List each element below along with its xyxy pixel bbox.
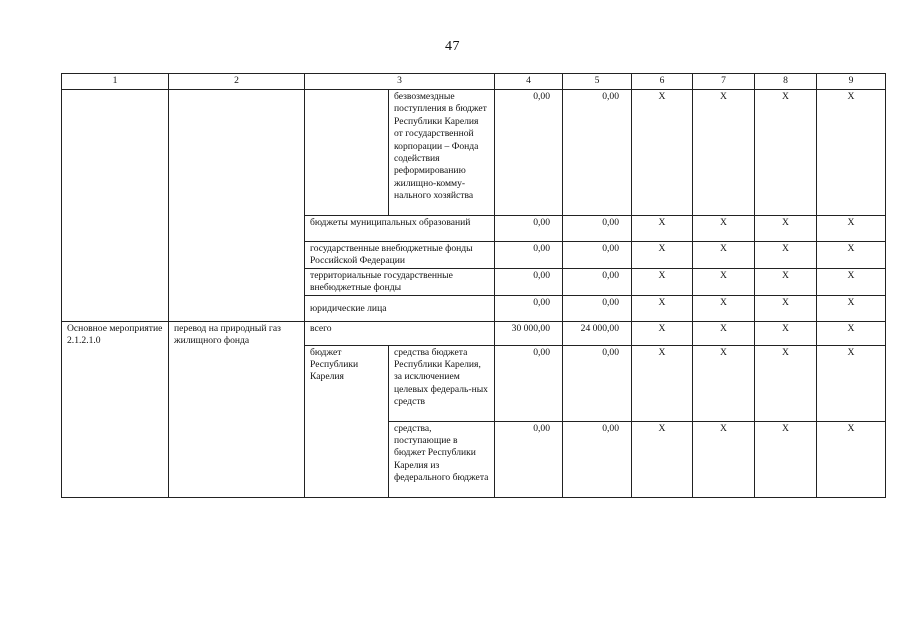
value-col8: Х bbox=[755, 295, 817, 321]
value-col4: 0,00 bbox=[495, 295, 563, 321]
value-col8: Х bbox=[755, 345, 817, 421]
header-cell: 9 bbox=[817, 74, 886, 90]
header-cell: 2 bbox=[169, 74, 305, 90]
header-cell: 7 bbox=[693, 74, 755, 90]
value-col5: 0,00 bbox=[563, 345, 632, 421]
value-col5: 0,00 bbox=[563, 268, 632, 295]
value-col7: Х bbox=[693, 321, 755, 345]
source-label-cell bbox=[305, 295, 495, 321]
source-group-label: бюджет Республики Карелия bbox=[305, 345, 389, 497]
value-col8: Х bbox=[755, 321, 817, 345]
value-col9: Х bbox=[817, 242, 886, 269]
value-col8: Х bbox=[755, 242, 817, 269]
value-col8: Х bbox=[755, 216, 817, 242]
header-cell: 8 bbox=[755, 74, 817, 90]
value-col9: Х bbox=[817, 421, 886, 497]
value-col6: Х bbox=[632, 295, 693, 321]
value-col6: Х bbox=[632, 242, 693, 269]
value-col6: Х bbox=[632, 90, 693, 216]
value-col4: 0,00 bbox=[495, 345, 563, 421]
source-label: безвозмездные поступления в бюджет Республики Карелия от государственной корпорации – Фонда содействия реформированию жилищно-комму-нального хозяйства bbox=[389, 90, 495, 216]
value-col7: Х bbox=[693, 242, 755, 269]
value-col7: Х bbox=[693, 216, 755, 242]
value-col9: Х bbox=[817, 90, 886, 216]
value-col9: Х bbox=[817, 216, 886, 242]
value-col8: Х bbox=[755, 90, 817, 216]
value-col7: Х bbox=[693, 90, 755, 216]
value-col7: Х bbox=[693, 421, 755, 497]
value-col9: Х bbox=[817, 345, 886, 421]
value-col6: Х bbox=[632, 421, 693, 497]
empty-cell bbox=[169, 90, 305, 322]
value-col5: 0,00 bbox=[563, 242, 632, 269]
value-col6: Х bbox=[632, 345, 693, 421]
value-col4: 0,00 bbox=[495, 90, 563, 216]
value-col5: 0,00 bbox=[563, 421, 632, 497]
value-col7: Х bbox=[693, 295, 755, 321]
value-col4: 30 000,00 bbox=[495, 321, 563, 345]
empty-cell bbox=[62, 90, 169, 322]
header-cell: 3 bbox=[305, 74, 495, 90]
header-cell: 5 bbox=[563, 74, 632, 90]
value-col5: 24 000,00 bbox=[563, 321, 632, 345]
value-col6: Х bbox=[632, 321, 693, 345]
source-label: средства бюджета Республики Карелия, за исключением целевых федераль-ных средств bbox=[389, 345, 495, 421]
activity-name: Основное мероприятие 2.1.2.1.0 bbox=[62, 321, 169, 497]
source-label: всего bbox=[305, 321, 495, 345]
page-number: 47 bbox=[445, 39, 460, 54]
source-label: территориальные государственные внебюджетные фонды bbox=[305, 268, 495, 295]
source-label: средства, поступающие в бюджет Республики Карелия из федерального бюджета bbox=[389, 421, 495, 497]
source-label: государственные внебюджетные фонды Российской Федерации bbox=[305, 242, 495, 269]
budget-table bbox=[61, 73, 886, 498]
value-col5: 0,00 bbox=[563, 295, 632, 321]
value-col4: 0,00 bbox=[495, 242, 563, 269]
value-col7: Х bbox=[693, 268, 755, 295]
value-col6: Х bbox=[632, 268, 693, 295]
header-cell: 4 bbox=[495, 74, 563, 90]
value-col4: 0,00 bbox=[495, 268, 563, 295]
value-col8: Х bbox=[755, 421, 817, 497]
table-row bbox=[62, 90, 886, 216]
header-cell: 1 bbox=[62, 74, 169, 90]
value-col5: 0,00 bbox=[563, 216, 632, 242]
value-col5: 0,00 bbox=[563, 90, 632, 216]
value-col9: Х bbox=[817, 268, 886, 295]
activity-description: перевод на природный газ жилищного фонда bbox=[169, 321, 305, 497]
value-col4: 0,00 bbox=[495, 216, 563, 242]
table-header-row bbox=[62, 74, 886, 90]
header-cell: 6 bbox=[632, 74, 693, 90]
empty-cell bbox=[305, 90, 389, 216]
value-col8: Х bbox=[755, 268, 817, 295]
value-col6: Х bbox=[632, 216, 693, 242]
table-row bbox=[62, 321, 886, 345]
source-label: бюджеты муниципальных образований bbox=[305, 216, 495, 242]
source-label: юридические лица bbox=[310, 302, 387, 314]
value-col7: Х bbox=[693, 345, 755, 421]
value-col9: Х bbox=[817, 295, 886, 321]
value-col9: Х bbox=[817, 321, 886, 345]
value-col4: 0,00 bbox=[495, 421, 563, 497]
